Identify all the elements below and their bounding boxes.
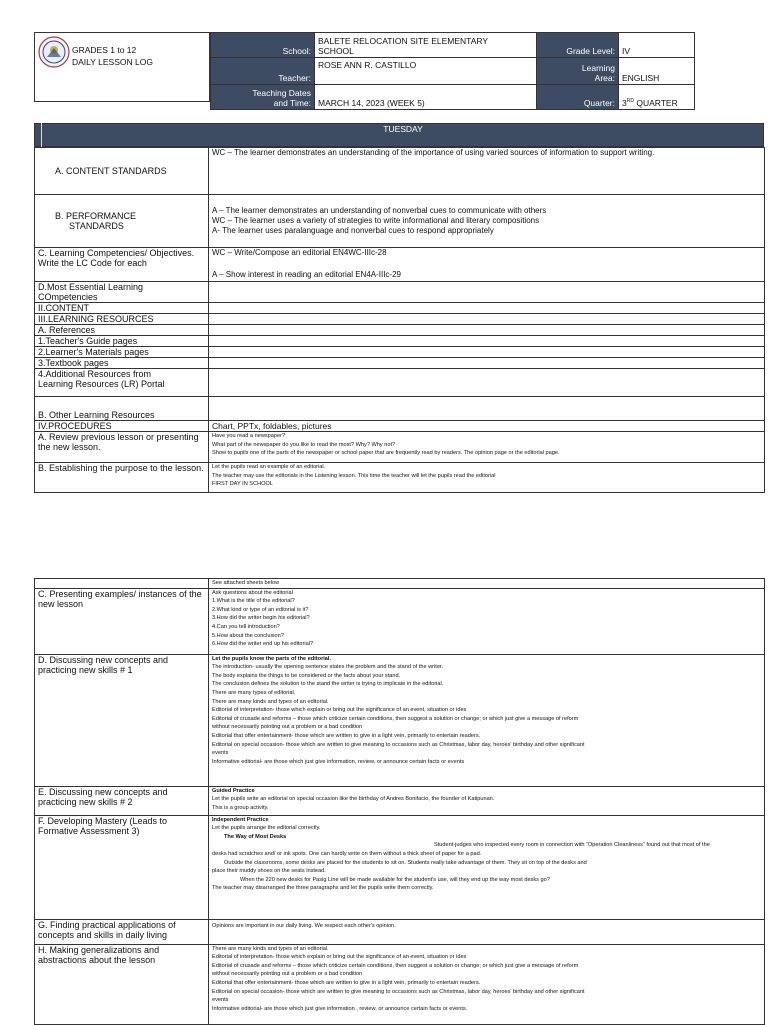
- mastery-heading: Independent Practice: [212, 816, 269, 823]
- discussing-1-line-4: There are many types of editorial.: [212, 689, 296, 696]
- learning-area-label-line1: Learning: [581, 63, 615, 73]
- title-line-grades: GRADES 1 to 12: [72, 45, 137, 55]
- document-title: [72, 44, 153, 68]
- mastery-paragraph-1b: desks had scratches and/ or ink spots. One can hardly write on them without a thick sheet of paper for a pad.: [212, 850, 482, 857]
- review-value: [209, 432, 765, 463]
- performance-label-line2: STANDARDS: [69, 221, 124, 231]
- generalization-line-7: events: [212, 997, 229, 1004]
- school-value: [315, 33, 537, 58]
- mastery-paragraph-3: When the 220 new desks for Pasig Line will be made available for the student's use, will they end up the way most desks go?: [240, 876, 550, 883]
- day-header-stub: [34, 123, 42, 147]
- learning-area-label-line2: Area:: [594, 73, 615, 83]
- teachers-guide-label: 1.Teacher's Guide pages: [35, 336, 209, 347]
- performance-standards-label: [35, 195, 209, 248]
- learning-area-value: ENGLISH: [619, 58, 695, 85]
- learners-materials-label: 2.Learner's Materials pages: [35, 347, 209, 358]
- lesson-table-page1: [34, 147, 765, 493]
- teaching-dates-label-line1: Teaching Dates: [252, 88, 311, 98]
- grade-level-label: Grade Level:: [537, 33, 619, 58]
- procedures-label: IV.PROCEDURES: [35, 421, 209, 432]
- learning-resources-label: III.LEARNING RESOURCES: [35, 314, 209, 325]
- header-info-table: [210, 32, 695, 110]
- grade-level-value: IV: [619, 33, 695, 58]
- discussing-2-label: E. Discussing new concepts and practicing new skills # 2: [35, 786, 209, 815]
- presenting-examples-value: [209, 588, 765, 654]
- discussing-1-line-8: without necessarily pointing out a problem or a bad condition: [212, 724, 363, 731]
- generalization-line-5: Editorial that offer entertainment- those which are written to give in a light vein, primarily to entertain readers.: [212, 979, 481, 986]
- presenting-examples-label: C. Presenting examples/ instances of the new lesson: [35, 588, 209, 654]
- competencies-value: [209, 248, 765, 282]
- discussing-1-line-2: The body explains the things to be considered or the facts about your stand.: [212, 672, 401, 679]
- generalizations-value: [209, 944, 765, 1024]
- discussing-1-line-3: The conclusion defines the solution to the stand the writer is trying to implicate in the editorial.: [212, 681, 444, 688]
- generalization-line-1: There are many kinds and types of an editorial.: [212, 945, 329, 952]
- competency-item-2: A – Show interest in reading an editorial EN4A-IIIc-29: [212, 270, 401, 279]
- textbook-label: 3.Textbook pages: [35, 358, 209, 369]
- generalization-line-2: Editorial of interpretation- those which explain or bring out the significance of an event, situation or ides: [212, 954, 467, 961]
- learning-resources-value: [209, 314, 765, 325]
- references-label: A. References: [35, 325, 209, 336]
- teachers-guide-value: [209, 336, 765, 347]
- purpose-line-3: FIRST DAY IN SCHOOL: [212, 481, 273, 488]
- purpose-line-1: Let the pupils read an example of an editorial.: [212, 464, 326, 470]
- teaching-dates-label: [211, 85, 315, 110]
- purpose-line-2: The teacher may use the editorials in the Listening lesson. This time the teacher will let the pupils read the editorial: [212, 472, 496, 479]
- performance-label-line1: B. PERFORMANCE: [55, 211, 137, 221]
- references-value: [209, 325, 765, 336]
- day-label: TUESDAY: [383, 124, 423, 134]
- discussing-1-line-12: Informative editorial- are those which just give information, review, or announce certain facts or events: [212, 758, 465, 765]
- mastery-editorial-title: The Way of Most Desks: [224, 833, 287, 840]
- discussing-1-line-11: events: [212, 750, 229, 757]
- quarter-value: [619, 85, 695, 110]
- purpose-value: [209, 463, 765, 493]
- quarter-word: QUARTER: [633, 98, 678, 108]
- content-standards-label: A. CONTENT STANDARDS: [35, 148, 209, 195]
- purpose-label: B. Establishing the purpose to the lesson.: [35, 463, 209, 493]
- attached-note: See attached sheets below: [209, 579, 765, 589]
- generalization-line-3: Editorial of crusade and reforms – those which criticize certain conditions, then suggest a solution or change; or which just give a message of reform: [212, 962, 579, 969]
- practical-applications-value: Opinions are important in our daily living. We respect each other's opinion.: [209, 919, 765, 944]
- most-essential-value: [209, 282, 765, 303]
- procedures-value: Chart, PPTx, foldables, pictures: [209, 421, 765, 432]
- generalization-line-4: without necessarily pointing out a problem or a bad condition: [212, 971, 363, 978]
- most-essential-label-line1: D.Most Essential Learning: [38, 282, 144, 292]
- discussing-1-line-10: Editorial on special occasion- those which are written to give meaning to occasions such as Christmas, labor day, heroes' birthday and other significant: [212, 741, 585, 748]
- presenting-line-5: 4.Can you tell introduction?: [212, 623, 280, 630]
- developing-mastery-label: F. Developing Mastery (Leads to Formative Assessment 3): [35, 815, 209, 919]
- discussing-1-line-7: Editorial of crusade and reforms – those which criticize certain conditions, then suggest a solution or change; or which just give a message of reform: [212, 715, 579, 722]
- quarter-number: 3: [622, 98, 627, 108]
- mastery-teacher-note: The teacher may disarranged the three paragraphs and let the pupils write them correctly.: [212, 885, 434, 892]
- mastery-paragraph-1a: Student-judges who inspected every room in connection with “Operation Cleanliness” found out that most of the: [434, 842, 710, 849]
- teaching-dates-value: MARCH 14, 2023 (WEEK 5): [315, 85, 537, 110]
- presenting-line-4: 3.How did the writer begin his editorial?: [212, 615, 310, 622]
- teaching-dates-label-line2: and Time:: [273, 98, 311, 108]
- performance-standards-value: [209, 195, 765, 248]
- most-essential-label-line2: COmpetencies: [38, 292, 98, 302]
- presenting-line-6: 5.How about the conclusion?: [212, 632, 284, 639]
- generalization-line-6: Editorial on special occasion- those which are written to give meaning to occasions such as Christmas, labor day, heroes' birthday and other significant: [212, 988, 585, 995]
- competency-item-1: WC – Write/Compose an editorial EN4WC-IIIc-28: [212, 248, 387, 257]
- attached-note-stub: [35, 579, 209, 589]
- discussing-1-heading: Let the pupils know the parts of the editorial.: [212, 655, 332, 662]
- quarter-suffix: RD: [626, 98, 634, 105]
- review-line-3: Show to pupils one of the parts of the newspaper or school paper that are frequently read by readers. The opinion page or the editorial page.: [212, 450, 560, 457]
- textbook-value: [209, 358, 765, 369]
- developing-mastery-value: [209, 815, 765, 919]
- learners-materials-value: [209, 347, 765, 358]
- lesson-table-page2: [34, 578, 765, 1025]
- discussing-2-heading: Guided Practice: [212, 787, 255, 794]
- school-label: School:: [211, 33, 315, 58]
- discussing-2-line-2: This is a group activity.: [212, 804, 269, 811]
- deped-seal-icon: [38, 36, 70, 68]
- generalizations-label: H. Making generalizations and abstractions about the lesson: [35, 944, 209, 1024]
- review-line-2: What part of the newspaper do you like to read the most? Why? Why not?: [212, 441, 396, 448]
- practical-applications-label: G. Finding practical applications of concepts and skills in daily living: [35, 919, 209, 944]
- performance-item-2: WC – The learner uses a variety of strategies to write informational and literary compositions: [212, 216, 540, 225]
- discussing-1-value: [209, 654, 765, 786]
- additional-resources-value: [209, 369, 765, 397]
- additional-resources-label: [35, 369, 209, 397]
- presenting-line-1: Ask questions about the editorial: [212, 589, 293, 596]
- competencies-label: C. Learning Competencies/ Objectives. Write the LC Code for each: [35, 248, 209, 282]
- learning-area-label: [537, 58, 619, 85]
- teacher-label: Teacher:: [211, 58, 315, 85]
- discussing-1-label: D. Discussing new concepts and practicing new skills # 1: [35, 654, 209, 786]
- discussing-1-line-9: Editorial that offer entertainment- those which are written to give in a light vein, primarily to entertain readers.: [212, 732, 481, 739]
- school-value-line2: SCHOOL: [318, 46, 354, 56]
- discussing-1-line-5: There are many kinds and types of an editorial.: [212, 698, 329, 705]
- presenting-line-3: 2.What kind or type of an editorial is it?: [212, 606, 309, 613]
- mastery-paragraph-2b: place their muddy shoes on the seats instead.: [212, 868, 326, 875]
- presenting-line-2: 1.What is the title of the editorial?: [212, 598, 295, 605]
- presenting-line-7: 6.How did the writer end up his editorial?: [212, 641, 314, 648]
- other-resources-label: B. Other Learning Resources: [35, 397, 209, 421]
- content-value: [209, 303, 765, 314]
- quarter-label: Quarter:: [537, 85, 619, 110]
- teacher-value: ROSE ANN R. CASTILLO: [315, 58, 537, 85]
- discussing-2-value: [209, 786, 765, 815]
- performance-item-3: A- The learner uses paralanguage and nonverbal cues to respond appropriately: [212, 226, 494, 235]
- review-label: A. Review previous lesson or presenting the new lesson.: [35, 432, 209, 463]
- mastery-instruction: Let the pupils arrange the editorial correctly.: [212, 825, 321, 832]
- other-resources-value: [209, 397, 765, 421]
- discussing-1-line-6: Editorial of interpretation- those which explain or bring out the significance of an event, situation or ides: [212, 707, 467, 714]
- most-essential-label: [35, 282, 209, 303]
- content-label: II.CONTENT: [35, 303, 209, 314]
- review-line-1: Have you read a newspaper?: [212, 433, 286, 439]
- discussing-2-line-1: Let the pupils write an editorial on special occasion like the birthday of Andres Bonifacio, the founder of Katipunan.: [212, 796, 495, 803]
- school-value-line1: BALETE RELOCATION SITE ELEMENTARY: [318, 36, 489, 46]
- content-standards-value: WC – The learner demonstrates an understanding of the importance of using varied sources of information to support writing.: [209, 148, 765, 195]
- discussing-1-line-1: The introduction- usually the opening sentence states the problem and the stand of the writer.: [212, 664, 444, 671]
- additional-label-line1: 4.Additional Resources from: [38, 369, 152, 379]
- title-line-dll: DAILY LESSON LOG: [72, 57, 153, 67]
- performance-item-1: A – The learner demonstrates an understanding of nonverbal cues to communicate with others: [212, 206, 547, 215]
- generalization-line-8: Informative editorial- are those which just give information , review, or announce certain facts or events.: [212, 1005, 468, 1012]
- additional-label-line2: Learning Resources (LR) Portal: [38, 379, 165, 389]
- mastery-paragraph-2a: Outside the classrooms, some desks are placed for the students to sit on. Students really take advantage of them. They sit on top of the desks and: [224, 859, 587, 866]
